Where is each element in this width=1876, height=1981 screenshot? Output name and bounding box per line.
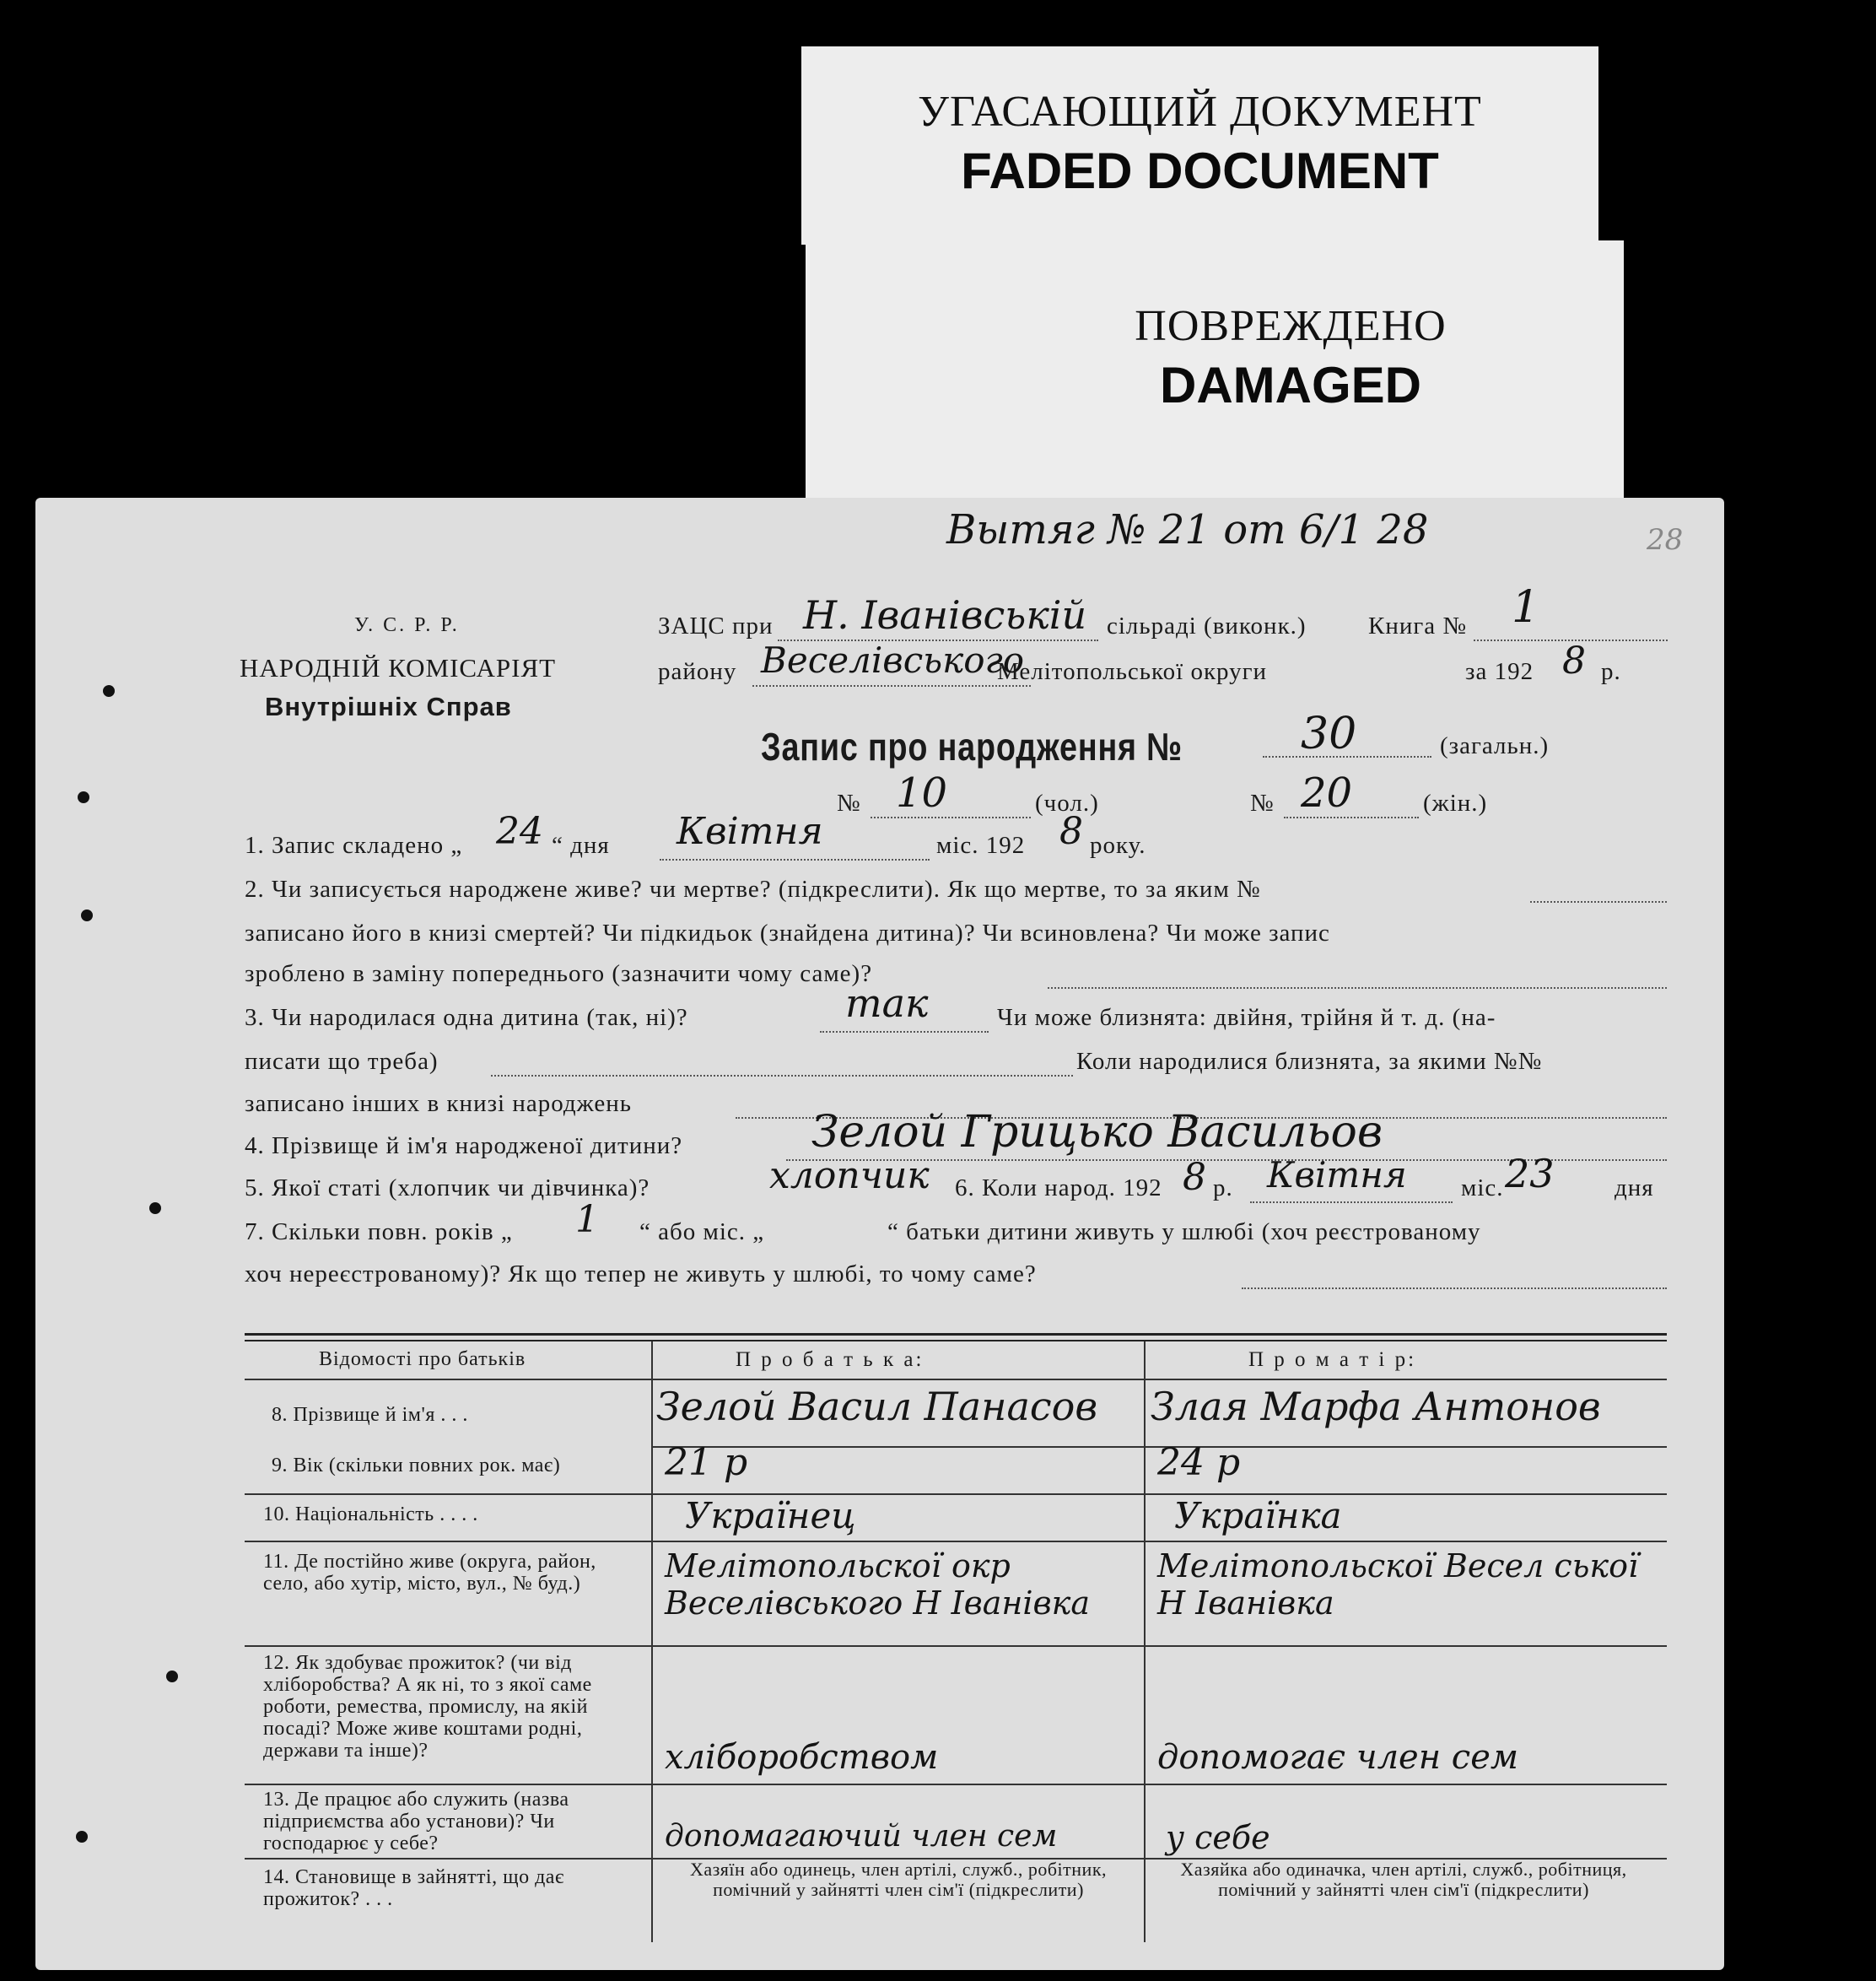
binder-hole xyxy=(149,1202,161,1214)
record-title: Запис про народження № xyxy=(761,725,1183,769)
line7-rest: “ батьки дитини живуть у шлюбі (хоч реєстрованому xyxy=(887,1218,1481,1245)
table-head-mother: П р о м а т і р: xyxy=(1248,1348,1417,1371)
father-workplace: допомагаючий член сем xyxy=(665,1819,1058,1854)
table-top-rule-2 xyxy=(245,1340,1667,1341)
line2c-field-line xyxy=(1048,987,1667,989)
commissariat-label: НАРОДНІЙ КОМІСАРІЯТ xyxy=(240,653,557,683)
line3c-field-line xyxy=(491,1075,1073,1077)
father-livelihood: хліборобством xyxy=(665,1738,939,1777)
line2: 2. Чи записується народжене живе? чи мертве? (підкреслити). Як що мертве, то за яким № xyxy=(245,876,1261,903)
line2-field-line xyxy=(1530,901,1667,903)
ussr-label: У. С. Р. Р. xyxy=(354,614,460,636)
row13-label: 13. Де працює або служить (назва підприємства або установи)? Чи господарює у себе? xyxy=(263,1789,569,1854)
row-divider xyxy=(245,1784,1667,1785)
table-head-info: Відомості про батьків xyxy=(319,1348,526,1370)
table-header-rule xyxy=(245,1379,1667,1380)
line1-prefix: 1. Запис складено „ xyxy=(245,832,463,859)
table-col-divider xyxy=(651,1341,653,1942)
child-sex: хлопчик xyxy=(769,1154,930,1197)
district-field-line xyxy=(752,685,1031,687)
line6-year-suffix: р. xyxy=(1213,1174,1233,1201)
line1-day-suffix: “ дня xyxy=(552,832,610,859)
line6-month-suffix: міс. xyxy=(1461,1174,1504,1201)
table-top-rule xyxy=(245,1333,1667,1336)
mother-age: 24 р xyxy=(1157,1441,1241,1484)
father-nationality: Українец xyxy=(685,1495,856,1536)
male-note: (чол.) xyxy=(1035,790,1099,817)
father-age: 21 р xyxy=(665,1441,748,1484)
binder-hole xyxy=(81,910,93,921)
table-head-father: П р о б а т ь к а: xyxy=(736,1348,925,1371)
book-number: 1 xyxy=(1512,582,1540,633)
birth-month: Квітня xyxy=(1267,1154,1407,1196)
faded-label-ru: УГАСАЮЩИЙ ДОКУМЕНТ xyxy=(918,88,1482,136)
row-divider xyxy=(245,1541,1667,1542)
row9-label: 9. Вік (скільки повних рок. має) xyxy=(272,1455,561,1476)
okrug-label: Мелітопольської округи xyxy=(997,658,1268,685)
year-digit: 8 xyxy=(1562,640,1586,683)
binder-hole xyxy=(103,685,115,697)
line3-answer-line xyxy=(820,1031,989,1033)
mother-nationality: Українка xyxy=(1174,1495,1342,1536)
district-prefix: району xyxy=(658,658,737,685)
row12-label: 12. Як здобуває прожиток? (чи від хліборобства? А як ні, то з якої саме роботи, ремества, промислу, на якій посаді? Може живе коштами родні, держави та інше)? xyxy=(263,1652,592,1762)
affairs-label: Внутрішніх Справ xyxy=(265,692,512,721)
district-value: Веселівського xyxy=(761,640,1024,681)
village-value: Н. Іванівській xyxy=(803,592,1087,638)
line1-month: Квітня xyxy=(677,810,823,853)
year-suffix: р. xyxy=(1601,658,1621,685)
row-divider xyxy=(245,1493,1667,1495)
mother-occupation-status: Хазяйка або одиначка, член артілі, служб., робітниця, помічний у зайнятті член сім'ї (підкреслити) xyxy=(1180,1859,1627,1900)
line1-suffix: року. xyxy=(1090,832,1146,859)
council-suffix: сільраді (виконк.) xyxy=(1107,613,1307,640)
line7-months: “ або міс. „ xyxy=(639,1218,765,1245)
male-number: 10 xyxy=(896,769,948,817)
mother-workplace: у себе xyxy=(1166,1819,1270,1856)
line4-question: 4. Прізвище й ім'я народженої дитини? xyxy=(245,1132,683,1159)
birth-year-digit: 8 xyxy=(1183,1156,1206,1199)
row10-label: 10. Національність . . . . xyxy=(263,1503,478,1525)
mother-name: Злая Марфа Антонов xyxy=(1151,1384,1601,1429)
damaged-label-ru: ПОВРЕЖДЕНО xyxy=(1135,302,1447,350)
line3-question: 3. Чи народилася одна дитина (так, ні)? xyxy=(245,1004,688,1031)
row8-label: 8. Прізвище й ім'я . . . xyxy=(272,1404,468,1426)
line6-suffix: дня xyxy=(1615,1174,1654,1201)
male-number-line xyxy=(871,817,1031,818)
row14-label: 14. Становище в зайнятті, що дає прожиток? . . . xyxy=(263,1866,564,1910)
damaged-document-label xyxy=(806,240,1624,498)
line2b: записано його в книзі смертей? Чи підкидьок (знайдена дитина)? Чи всиновлена? Чи може запис xyxy=(245,920,1330,947)
birth-record-sheet xyxy=(35,498,1724,1970)
archive-top-note: Вытяг № 21 от 6/1 28 xyxy=(946,506,1429,553)
father-residence: Мелітопольскої окр Веселівського Н Іванівка xyxy=(665,1547,1091,1622)
birth-month-line xyxy=(1250,1201,1453,1203)
mother-livelihood: допомогає член сем xyxy=(1157,1738,1519,1777)
line3c: писати що треба) xyxy=(245,1048,439,1075)
record-number: 30 xyxy=(1301,709,1357,759)
line2c: зроблено в заміну попереднього (зазначити чому саме)? xyxy=(245,960,873,987)
line1-month-line xyxy=(660,859,930,861)
zags-prefix: ЗАЦС при xyxy=(658,613,774,640)
father-name: Зелой Васил Панасов xyxy=(656,1384,1098,1429)
birth-day: 23 xyxy=(1505,1151,1555,1196)
line3e: записано інших в книзі народжень xyxy=(245,1090,632,1117)
binder-hole xyxy=(76,1831,88,1843)
table-col-divider xyxy=(1144,1341,1146,1942)
damaged-label-en: DAMAGED xyxy=(1160,357,1421,413)
binder-hole xyxy=(78,791,89,803)
marriage-years: 1 xyxy=(575,1198,599,1241)
line3-twins: Чи може близнята: двійня, трійня й т. д. (на- xyxy=(997,1004,1496,1031)
child-name: Зелой Грицько Васильов xyxy=(811,1107,1383,1158)
female-number: 20 xyxy=(1301,769,1353,817)
line5-question: 5. Якої статі (хлопчик чи дівчинка)? xyxy=(245,1174,650,1201)
line7d: хоч нереєстрованому)? Як що тепер не живуть у шлюбі, то чому саме? xyxy=(245,1260,1037,1287)
row11-label: 11. Де постійно живе (округа, район, село, або хутір, місто, вул., № буд.) xyxy=(263,1551,596,1595)
binder-hole xyxy=(166,1671,178,1682)
line6-prefix: 6. Коли народ. 192 xyxy=(955,1174,1162,1201)
line7d-field-line xyxy=(1242,1287,1667,1289)
father-occupation-status: Хазяїн або одинець, член артілі, служб., робітник, помічний у зайнятті член сім'ї (підкреслити) xyxy=(689,1859,1108,1900)
female-number-line xyxy=(1284,817,1419,818)
faded-document-label xyxy=(801,46,1598,245)
female-note: (жін.) xyxy=(1423,790,1488,817)
line1-year: 8 xyxy=(1059,810,1083,853)
faded-label-en: FADED DOCUMENT xyxy=(961,143,1439,199)
male-number-label: № xyxy=(837,790,861,817)
line1-day: 24 xyxy=(496,810,543,853)
line3-answer: так xyxy=(845,980,929,1026)
archive-corner-number: 28 xyxy=(1647,523,1684,557)
book-label: Книга № xyxy=(1368,613,1468,640)
line3d: Коли народилися близнята, за якими №№ xyxy=(1076,1048,1543,1075)
row-divider xyxy=(245,1645,1667,1647)
year-prefix: за 192 xyxy=(1465,658,1534,685)
mother-residence: Мелітопольскої Весел ської Н Іванівка xyxy=(1157,1547,1639,1622)
line7-prefix: 7. Скільки повн. років „ xyxy=(245,1218,513,1245)
record-number-note: (загальн.) xyxy=(1440,732,1550,759)
female-number-label: № xyxy=(1250,790,1275,817)
line1-year-prefix: міс. 192 xyxy=(936,832,1026,859)
